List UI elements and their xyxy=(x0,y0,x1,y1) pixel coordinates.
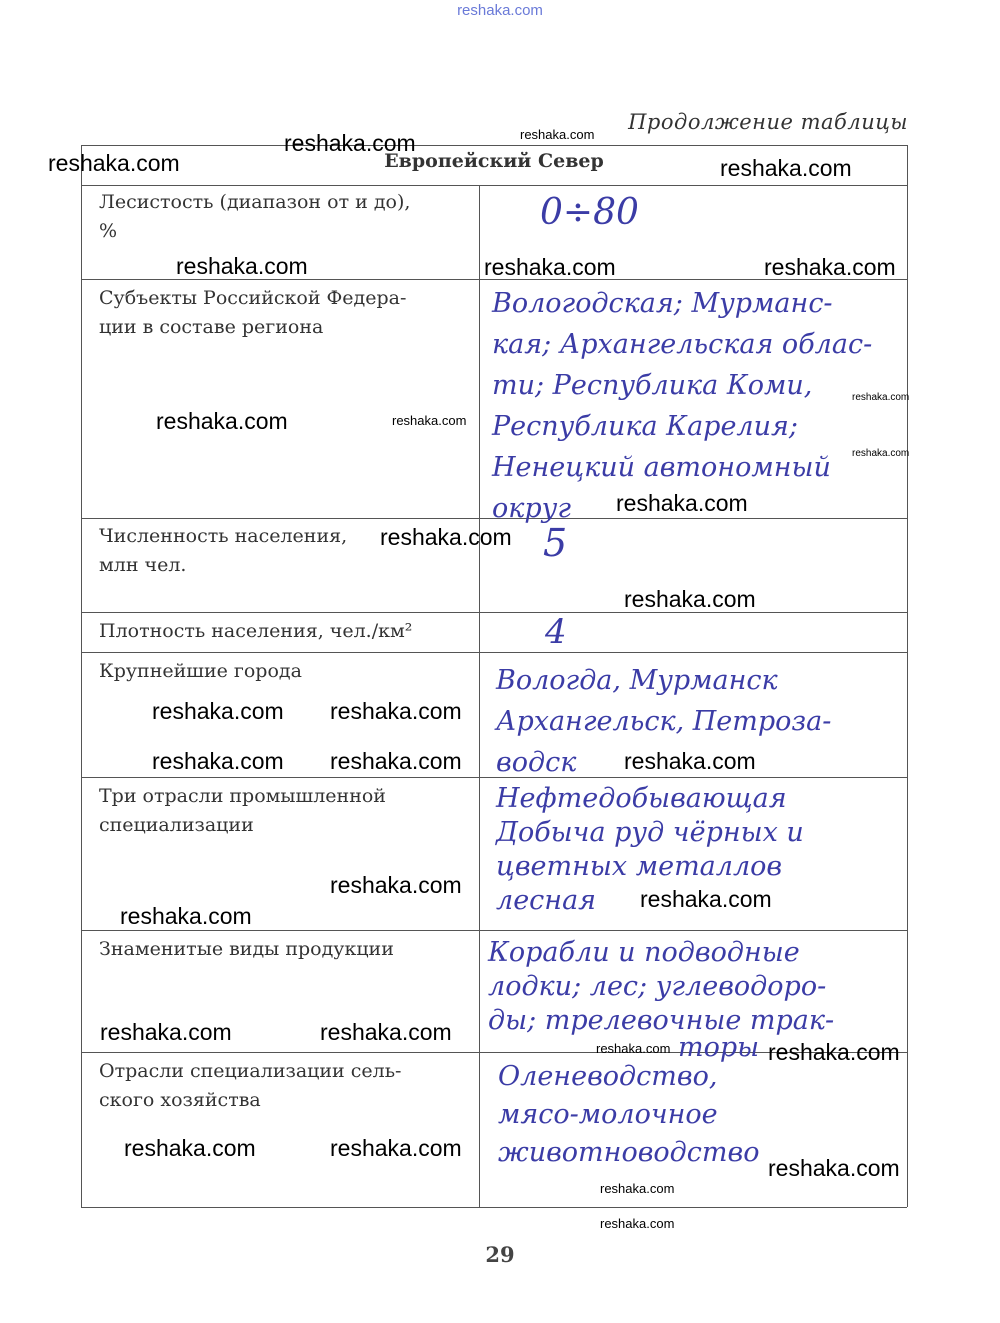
answer-line: Корабли и подводные xyxy=(488,937,800,968)
watermark: reshaka.com xyxy=(330,872,462,898)
label-line: Лесистость (диапазон от и до), xyxy=(99,191,411,213)
label-line: Крупнейшие города xyxy=(99,660,302,682)
answer-line: Республика Карелия; xyxy=(492,411,798,442)
answer-agriculture xyxy=(498,1058,759,1172)
answer-line: лесная xyxy=(496,885,597,916)
answer-line: лодки; лес; углеводоро- xyxy=(488,971,827,1002)
watermark: reshaka.com xyxy=(48,150,180,176)
divider xyxy=(907,145,908,1207)
watermark: reshaka.com xyxy=(484,254,616,280)
watermark: reshaka.com xyxy=(624,748,756,774)
answer-line: Оленеводство, xyxy=(498,1061,718,1092)
divider xyxy=(81,145,907,146)
label-line: Численность населения, xyxy=(99,525,348,547)
answer-line: ти; Республика Коми, xyxy=(492,370,813,401)
divider xyxy=(81,185,907,186)
answer-line: Добыча руд чёрных и xyxy=(496,817,804,848)
watermark: reshaka.com xyxy=(616,490,748,516)
watermark: reshaka.com xyxy=(124,1135,256,1161)
answer-line: 4 xyxy=(545,612,567,652)
watermark: reshaka.com xyxy=(596,1041,671,1056)
row-label-subjects xyxy=(99,284,469,342)
watermark: reshaka.com xyxy=(624,586,756,612)
answer-line: 0÷80 xyxy=(540,192,639,233)
label-line: ции в составе региона xyxy=(99,316,324,338)
row-label-forest-cover xyxy=(99,188,469,246)
label-line: % xyxy=(99,220,118,242)
watermark: reshaka.com xyxy=(520,127,595,142)
label-line: Знаменитые виды продукции xyxy=(99,938,394,960)
watermark: reshaka.com xyxy=(152,698,284,724)
table-header: Европейский Север xyxy=(384,150,604,172)
watermark: reshaka.com xyxy=(380,524,512,550)
row-label-largest-cities xyxy=(99,657,469,686)
answer-line: животноводство xyxy=(498,1137,760,1168)
label-line: Три отрасли промышленной xyxy=(99,785,386,807)
answer-line: 5 xyxy=(543,521,568,565)
label-line: специализации xyxy=(99,814,254,836)
row-label-agriculture xyxy=(99,1057,469,1115)
divider xyxy=(81,930,907,931)
row-label-products xyxy=(99,935,469,964)
watermark: reshaka.com xyxy=(176,253,308,279)
watermark: reshaka.com xyxy=(768,1039,900,1065)
watermark: reshaka.com xyxy=(152,748,284,774)
answer-line: водск xyxy=(496,747,577,778)
answer-forest-cover xyxy=(540,190,639,236)
watermark: reshaka.com xyxy=(764,254,896,280)
watermark: reshaka.com xyxy=(600,1216,675,1231)
watermark: reshaka.com xyxy=(156,408,288,434)
answer-line: Нефтедобывающая xyxy=(496,783,787,814)
watermark: reshaka.com xyxy=(720,155,852,181)
answer-line: Вологда, Мурманск xyxy=(496,665,778,696)
watermark: reshaka.com xyxy=(284,130,416,156)
watermark: reshaka.com xyxy=(120,903,252,929)
watermark: reshaka.com xyxy=(392,413,467,428)
watermark: reshaka.com xyxy=(330,698,462,724)
divider xyxy=(81,1207,907,1208)
watermark: reshaka.com xyxy=(852,392,910,403)
label-line: Субъекты Российской Федера- xyxy=(99,287,407,309)
page-number: 29 xyxy=(485,1242,515,1267)
answer-line: округ xyxy=(492,493,571,524)
answer-line: Ненецкий автономный xyxy=(492,452,831,483)
divider xyxy=(81,145,82,1207)
answer-line: ды; трелевочные трак- xyxy=(488,1005,835,1036)
answer-population xyxy=(543,523,567,564)
table-continuation-caption: Продолжение таблицы xyxy=(628,110,908,134)
divider xyxy=(81,652,907,653)
row-label-industry xyxy=(99,782,469,840)
watermark: reshaka.com xyxy=(640,886,772,912)
watermark: reshaka.com xyxy=(330,748,462,774)
answer-line: Вологодская; Мурманс- xyxy=(492,288,833,319)
watermark: reshaka.com xyxy=(768,1155,900,1181)
label-line: Отрасли специализации сель- xyxy=(99,1060,402,1082)
divider xyxy=(81,612,907,613)
answer-density xyxy=(545,612,567,653)
answer-line: торы xyxy=(678,1032,760,1063)
watermark: reshaka.com xyxy=(330,1135,462,1161)
row-label-density xyxy=(99,617,474,646)
answer-line: цветных металлов xyxy=(496,851,783,882)
top-link[interactable]: reshaka.com xyxy=(457,2,543,19)
answer-line: мясо-молочное xyxy=(498,1099,718,1130)
watermark: reshaka.com xyxy=(600,1181,675,1196)
watermark: reshaka.com xyxy=(852,448,910,459)
watermark: reshaka.com xyxy=(320,1019,452,1045)
answer-line: кая; Архангельская облас- xyxy=(492,329,873,360)
label-line: Плотность населения, чел./км² xyxy=(99,620,413,642)
divider xyxy=(479,185,480,1207)
watermark: reshaka.com xyxy=(100,1019,232,1045)
label-line: ского хозяйства xyxy=(99,1089,261,1111)
label-line: млн чел. xyxy=(99,554,187,576)
answer-line: Архангельск, Петроза- xyxy=(496,706,832,737)
